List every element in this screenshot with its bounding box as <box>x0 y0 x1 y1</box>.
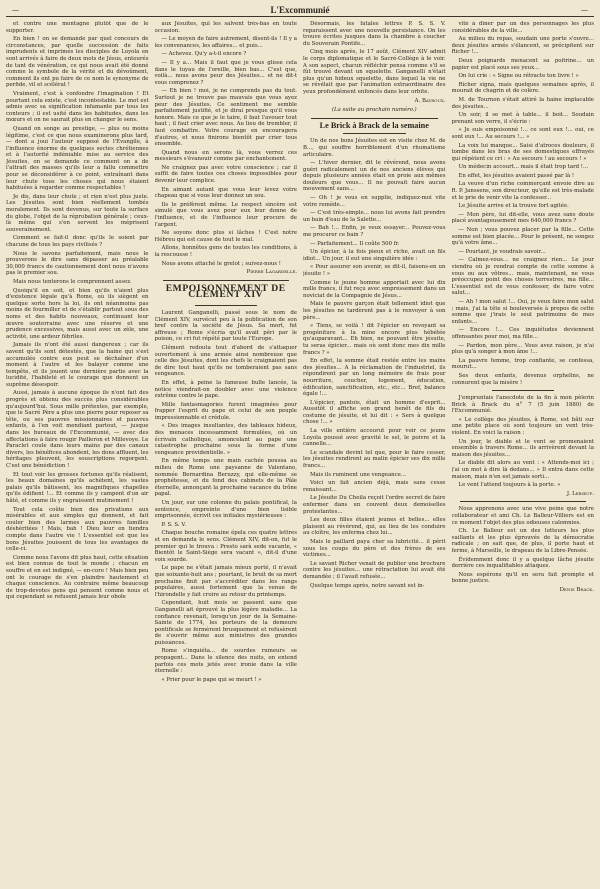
paragraph: Mais ils ruminent une vengeance... <box>310 471 406 478</box>
paragraph: — Il y a... Mais il faut que je vous glisse cela dans le tuyau de l'oreille, bien bas... C'est que, voilà... nous avons peur des Jésuites... et ne dit-t vous comprenez ? <box>154 59 297 86</box>
paragraph: Quelque temps après, notre savant est in- <box>310 582 425 589</box>
paragraph: Désormais, les fatales lettres P. S. S. V. reparaissent avec une nouvelle persistance. On les trouve écrites jusques dans la chambre à coucher du Souverain Pontife... <box>303 21 446 47</box>
paragraph: Le pape ne s'était jamais mieux porté, il n'avait que soixante-huit ans ; pourtant, le bruit de sa mort prochaine finit par s'accréditer dans les rangs populaires, aussi fortement que la venue de l'hirondelle y fait croire au retour du printemps. <box>154 565 297 598</box>
page-header <box>6 4 594 17</box>
paragraph: Nous espérons qu'il en sera fait prompte et bonne justice. <box>451 571 594 585</box>
paragraph: Le diable dit alors au vent : « Attends-moi ici ; j'ai un mot à dire là dedans... » Il entra dans cette maison, mais n'en est jamais sorti... <box>451 460 594 480</box>
paragraph: Et tout voir les grosses fortunes qu'ils réalisent, les beaux domaines qu'ils achètent, les vastes palais qu'ils bâtissent, les magnifiques chapelles qu'ils édifient !... Et comme ils y campent d'un air hâté, et comme ils y engraissent mutinement ! <box>6 471 149 504</box>
paragraph: Allons, honnêtes gens de toutes les conditions, à la rescousse ! <box>154 245 297 258</box>
paragraph: Évidemment donc il y a quelque lâche jésuite derrière ces inqualifiables attaques. <box>451 556 594 570</box>
anecdote-notice <box>452 395 595 489</box>
paragraph: — L'hiver dernier, dit le révérend, nous avons guéri radicalement un de nos anciens élèves qui depuis plusieurs années était en proie aux mêmes douleurs que vous... Il ne pouvait faire aucun mouvement sans... <box>303 160 446 193</box>
paragraph: « Pour assurer son avenir, se dit-il, faisons-en un jésuite ! » <box>303 264 446 277</box>
paragraph: Tout cela coûte bien des privations aux misérables et aux simples qui donnent, et fait couler bien des larmes aux pauvres familles déshéritées ! Mais, bah ! Dieu leur en tiendra compte dans l'autre vie ! L'essentiel est que les bons Jésuites jouissent de tous les avantages de celle-ci. <box>6 506 149 553</box>
paragraph: Un médecin accourt... mais il était trop tard !... <box>458 164 589 171</box>
paragraph: — Parfaitement... Il coûte 500 fr. <box>310 240 400 247</box>
paragraph: Le savant Richer venait de publier une brochure contre les jésuites... une rétractation lui avait été demandée ; il l'avait refusée... <box>303 560 446 580</box>
column-1 <box>6 21 149 887</box>
divider <box>460 501 587 502</box>
paragraph: Voici un fait ancien déjà, mais sans cesse renaissant... <box>303 480 446 493</box>
paragraph: Cependant, huit mois se passent sans que Ganganelli ait éprouvé la plus légère maladie... La confiance revenait, lorsqu'un jour de la Semaine-Sainte de 1774, les porteurs de la demeure pontificale se fermèrent brusquement et refusèrent de s'ouvrir même aux ministres des grandes puissances. <box>154 600 297 646</box>
paragraph: « Tiens, se voilà ! dit l'épicier en revoyant sa progéniture à la mine encore plus hébétée qu'auparavant... Eh bien, ne pouvant être jésuite, tu seras épicier... mais où sont donc mes dix mille francs ? » <box>303 323 446 356</box>
paragraph: Le Jésuite arrive et la trouve fort agitée. <box>458 203 569 210</box>
signature-leboeuf: J. Lebœuf. <box>566 490 594 497</box>
paragraph: La pauvre femme, trop confiante, se confessa, mourut... <box>451 357 594 371</box>
paragraph: En même temps une main cachée poussa au milieu de Rome une paysanne de Valentano, nommée Bernardina Beruzzy, qui elle-même se prophétesse, et du fond des cabinets de la Pâle éternelle, annonçant la prochaine vacance du trône papal. <box>154 458 297 498</box>
paragraph: En aimant autant que vous leur levez votre chapeau que si vous leur donnez un sou. <box>154 186 297 200</box>
paragraph: — Oh ! je vous en supplie, indiquez-moi vite votre remède... <box>303 195 446 208</box>
paragraph: Quoiqu'il en soit, et bien qu'ils n'aient plus d'existence légale qu'à Rome, où ils siègent en quelque sorte hors la loi, ils ont néanmoins pas moins de fourmiller et de s'établir partout sous des noms et des habits nouveaux, continuant leur œuvre souterraine avec une réserve et une prudence excessives, mais aussi avec un zèle, une activité, une ardeur fébriles. <box>6 287 149 340</box>
paragraph: La voix lui manque... Saisi d'atroces douleurs, il tombe dans les bras de ses domestiques effrayés qui répètent ce cri : « Au secours ! au secours ! » <box>451 142 594 162</box>
paragraph: — Bah !... Enfin, je veux essayer... Pouvez-vous me procurer ce bain ? <box>303 225 446 239</box>
paragraph: En effet, les jésuites avaient passé par là ! <box>458 172 575 179</box>
paragraph: Comme le jeune homme apportait avec lui dix mille francs, il fut reçu avec empressement dans un noviciat de la Compagnie de Jésus... <box>303 279 446 299</box>
signature-brack: Denis Brack. <box>559 586 594 593</box>
paragraph: — Non ; vous pouvez placer par la fille... Cette somme est bien placée... Pour le présent, ne songez qu'à votre âme... <box>451 227 594 247</box>
brick-continuation <box>452 21 595 386</box>
paragraph: En effet, la somme était restée entre les mains des jésuites... A la réclamation de l'industriel, ils répondirent par un long mémoire de frais pour nourriture, coucher, logement, éducation, édification, sanctification, etc., etc... Bref, balance égale !... <box>303 358 446 398</box>
paragraph: Un épicier, à la fois pieux et riche, avait un fils idiot... Un jour, il eut une singulière idée : <box>303 249 446 262</box>
paragraph: Nous apprenons avec une vive peine que notre collaborateur et ami Ch. Le Balleur-Villiers est en ce moment l'objet des plus odieuses calomnies. <box>451 506 594 526</box>
section-title-brick: Le Brick à Brack de la semaine <box>319 120 429 130</box>
paragraph: — Mon père, lui dit-elle, vous avez sans doute placé avantageusement mes 640,000 francs ? <box>451 211 594 225</box>
paragraph: Quand nous en serons là, vous verrez ces messieurs s'évanouir comme par enchantement. <box>154 149 297 163</box>
paragraph: Chaque bouche romaine épela ces quatre lettres et en demanda le sens. Clément XIV, dit-on, fut le premier qui le trouva : Presto sarà sede vacante, « Bientôt le Saint-Siège sera vacant », dit-il d'une voix sourde. <box>154 530 297 563</box>
paragraph: « Le collège des jésuites, à Rome, est bâti sur une petite place où sont toujours un vent très-violent. En voici la raison : <box>451 416 594 437</box>
column-3 <box>303 21 446 887</box>
paragraph: — Pourtant, je voudrais savoir... <box>458 248 546 255</box>
article-continuation <box>155 21 298 267</box>
divider <box>311 118 438 119</box>
header-left-mark: — <box>12 6 19 14</box>
paragraph: — Eh bien ! moi, je ne comprends pas du tout. Surtout je ne trouve pas mauvais que vous ayez peur des Jésuites. Ce sentiment me semble parfaitement justifié, et je dirai presque qu'il vous honore. Mais ce que je le taire, il faut l'avouer tout haut ; il faut crier avec nous. Au lieu de trembler, il faut combattre. Votre courage en encouragera d'autres, et nous finirons bientôt par crier tous ensemble. <box>154 88 297 148</box>
paragraph: Nous le savons parfaitement, mais nous le prouverons le dire sans dépasser au préalable 30,000 francs de cautionnement dont nous n'avons pas le premier sou. <box>6 250 149 277</box>
paragraph: Deux poignards menacent sa poitrine... un papier est placé sous ses yeux... <box>451 57 594 71</box>
paragraph: Cinq mois après, le 17 août, Clément XIV admit le corps diplomatique et le Sacré-Collège à le voir. A son aspect, chacun réfléchir pensa comme s'il se fût trouvé devant un squelette. Ganganelli n'était plus qu'un hideux squelette, dans lequel la vie ne se révélait que par l'animation extraordinaire des yeux profondément enfoncés dans leur orbite. <box>303 49 446 95</box>
paragraph: Un de nos bons Jésuites est en visite chez M. de B..., qui souffre horriblement d'un rhumatisme articulaire. <box>303 138 446 158</box>
paragraph: — Achevez. Qu'y a-t-il encore ? <box>161 51 247 58</box>
paragraph: L'épicier, pantois, était un homme d'esprit... Aussitôt il affiche son grand benêt de fils du costume de jésuite, et lui dit : « Sers à quelque chose !... » <box>303 399 446 426</box>
paragraph: « Prier pour le pape qui se meurt ! » <box>161 676 262 683</box>
paragraph: Richer signa, mais quelques semaines après, il mourait de chagrin et de colère. <box>451 81 594 95</box>
paragraph: La ville entière accourut pour voir ce jeune Loyola poussé avec gravité le sel, le poivre et la cannelle... <box>303 428 446 448</box>
notice-balleur <box>452 506 595 585</box>
paragraph: — Le moyen de faire autrement, disent-ils ! Il y a les convenances, les affaires... et puis... <box>154 36 297 49</box>
paragraph: En effet, à peine la fameuse bulle lancée, la notice viendrait-on doubler avec une violence extrême contre le pape. <box>154 379 297 400</box>
divider <box>343 133 406 134</box>
paragraph: En bien ! on se demande par quel concours de circonstances, par quelle succession de faits imprudents et imprimés les disciples de Loyola en sont arrivés à faire de deux mots de Jésus, entourés de tant de vénération, ce qui nous avait été donné comme le symbole de la vérité et du dévoûment, comment ils ont pu faire de ce nom le synonyme de perfide, vil et scélérat ! <box>6 36 149 89</box>
paragraph: — Pardon, mon père... Vous avez raison, je n'ai plus qu'à songer à mon âme !... <box>451 342 594 356</box>
paragraph: Un jour, le diable et le vent se promenaient ensemble à travers Rome... ils arrivèrent devant la maison des jésuites... <box>451 438 594 458</box>
section-body-brick <box>303 138 446 589</box>
paragraph: Aussi, jamais à aucune époque ils n'ont fait des progrès et obtenu des succès plus considérables qu'aujourd'hui. Sous mille prétextes, par exemple, que le Sacré Père a plus une pierre pour reposer sa tête, ou ses pauvres missionnaires et pauvres enfants, à l'en voit mendiant partout, — jusque dans les bureaux de l'Excommunié, — avec des affectations à faire rougir Pailleron et Millevoye. Le Paraclet coule dans leurs mains par des canaux divers, les bénéfices abondent, les dons affluent, les héritages pleuvent, les souscriptions regorgent. C'est une bénédiction ! <box>6 390 149 469</box>
paragraph: Quand on songe au prestige, — plus ou moins légitime, c'est ce que nous examinerons plus tard, — dont a joui l'auteur supposé de l'Évangile, à l'influence énorme de quelques sectes chrétiennes et à l'autorité indéniable mise au service des Jésuites, on se demande ce comment on a de l'attrait des masses qu'ils leur a fallu commettre pour se déconsidérer à ce point, entraînant dans leur chute tous les choses qui nous étaient habituées à regarder comme respectables ! <box>6 125 149 192</box>
paragraph: vité à dîner par un des personnages les plus considérables de la ville... <box>451 21 594 34</box>
column-2 <box>155 21 298 887</box>
paragraph: Laurent Ganganelli, passé sous le nom de Clément XIV, survécut peu à la publication de son bref contre la société de Jésus. Sa mort, fut affreuse ; Rome s'écria qu'il avait péri par le poison, ce cri fut répété par toute l'Europe. <box>154 309 297 343</box>
paragraph: Nous avons attaché le grelot ; suivez-nous ! <box>161 260 281 267</box>
paragraph: Mais nous tenterons le comprennent assez. <box>13 278 132 285</box>
paragraph: — Encore !... Ces inquiétudes deviennent offensantes pour moi, ma fille... <box>451 327 594 340</box>
paragraph: Au milieu du repas, soudain une porte s'ouvre... deux jésuites armés s'élancent, se précipitent sur Richer !... <box>451 36 594 56</box>
paragraph: — Calmez-vous... ne craignez rien... Le jour viendra où je rendrai compte de cette somme à vous ou aux vôtres... mais, maintenant, ne vous préoccupez point des choses terrestres, ma fille... L'essentiel est de vous confesser, de faire votre salut... <box>451 257 594 297</box>
paragraph: Les deux filles étaient jeunes et belles... elles plaisent au révérend, qui, au lieu de les conduire au cloître, les enferma chez lui... <box>303 517 446 537</box>
signature-lagardelle: Pierre Lagardelle. <box>246 269 297 276</box>
paragraph: J'empruntais l'anecdote de la fin à mon pèlerin Brick à Brack du n° 7 (5 juin 1880) de l'Excommunié. <box>451 395 594 415</box>
paragraph: Ch. Le Balleur est un des lutteurs les plus vaillants et les plus éprouvés de la démocratie radicale ; on sait que, de plus, il porte haut et ferme, à Marseille, le drapeau de la Libre-Pensée. <box>451 528 594 554</box>
paragraph: Comme nous l'avons dit plus haut, cette situation est bien connue de tout le monde ; chacun en souffre et en est indigné, — en-core ! Mais bien peu ont le courage de s'en plaindre hautement et chaque conscience. Au contraire même beaucoup de trop-devotes gens qui pensent comme nous et qui cependant se refusent jamais leur obole <box>6 554 149 601</box>
paragraph: Mille fantasmagories furent imaginées pour frapper l'esprit du pape et celui de son peuple impressionnable et crédule. <box>154 401 297 421</box>
paragraph: Jamais ils n'ont été aussi dangereux ; car ils savent qu'ils sont détestés, que la haine qui s'est accumulée contre eux peut se déchaîner d'un moment à l'autre et les balayer comme une tempête, et ils jouent une dernière partie avec la lucidité, l'habileté et le courage que donnent un suprême désespoir. <box>6 342 149 388</box>
article-continuation <box>303 21 446 96</box>
paragraph: Clément redouta tout d'abord de s'attaquer ouvertement à une armée ainsi nombreuse que celle des Jésuites, dont les chefs le craignaient pas de dire tout haut qu'ils ne tomberaient pas sans vengeance. <box>154 344 297 378</box>
paragraph: Ne soyons donc plus si lâches ! C'est notre Hébreu qui est cause de tout le mal. <box>154 230 297 243</box>
paragraph: « Des images insultantes, des tableaux hideux, des menaces incessamment formulées, où un écrivain catholique, amoncelant au pape une catastrophe prochaine sous la forme d'une vengeance providentielle. » <box>154 423 297 456</box>
paragraph: Comment se fait-il donc qu'ils le soient par chacune de tous les pays civilisés ? <box>6 235 149 248</box>
paragraph: P. S. S. V. <box>161 521 186 528</box>
paragraph: Mais le pauvre garçon était tellement idiot que les jésuites ne tardèrent pas à le renvoyer à son père... <box>303 301 446 321</box>
paragraph: « Je suis empoisonné !... ce sont eux !... oui, ce sont eux !... Au secours !... » <box>451 127 594 140</box>
divider <box>492 390 555 391</box>
paragraph: Ne craignez pas avec votre conscience ; car il suffit de faire toutes ces choses impossibles pour devenir leur complice. <box>154 164 297 185</box>
paragraph: — C'est très-simple... nous lui avons fait prendre un bain d'eau de la Salette... <box>303 210 446 223</box>
paragraph: — Ah ! mon salut !... Oui, je veux faire mon salut ; mais, j'ai la tête si bouleversée à propos de cette somme que j'irais le seul patrimoine de mes enfants... <box>451 298 594 325</box>
paragraph: Le vent l'attend toujours à la porte. » <box>458 482 561 489</box>
paragraph: Un jour, sur une colonne du palais pontifical, la sentence, empreinte d'une bien lisible emprisonnée, écrivit ces initiales mystérieuses : <box>154 500 297 520</box>
paragraph: Vraiment, c'est à confondre l'imagination ! Et pourtant cela existe, c'est incontestable. Le mot est admis avec sa signification infamante par tous les conteurs ; il est usité dans les habitudes, dans les mœurs et on ne saurait plus en changer le sens. <box>6 90 149 124</box>
paragraph: La veuve d'un riche commerçant envoie dire au R. P. Janssens, son directeur, qu'elle est très-malade et le prie de venir vite la confesser... <box>451 181 594 201</box>
paragraph: On lui crie : « Signe ou rétracte ton livre ! » <box>458 73 579 80</box>
signature-bayroux: A. Bayroux. <box>414 97 446 104</box>
paragraph: Ils le préfèrent même. Le respect sincère est simulé que vous avez pour eux leur donne de l'influence, et de l'influence leur procure de l'argent. <box>154 201 297 228</box>
columns <box>6 21 594 887</box>
paragraph: Le Jésuite Du Cheila reçoit l'ordre secret de faire enfermer dans un couvent deux demoiselles protestantes... <box>303 495 446 515</box>
paragraph: et contre une montagne plutôt que de le supporter. <box>6 21 149 34</box>
paragraph: Rome s'inquiéta... de sourdes rumeurs se propagent... Dans le silence des nuits, on entend parfois ces mots jetés avec ironie dans la ville éternelle : <box>154 648 297 675</box>
paragraph: Ses deux enfants, devenus orphelins, ne connurent que la misère ! <box>451 372 594 386</box>
paragraph: Mais le paillard paya cher sa lubricité... il périt sous les coups du père et des frères de ses victimes... <box>303 538 446 559</box>
divider <box>195 305 258 306</box>
to-follow-note: (La suite au prochain numéro.) <box>331 107 417 114</box>
article-title-clement: EMPOISONNEMENT DE CLÉMENT XIV <box>165 282 286 301</box>
paragraph: Le scandale devint tel que, pour le faire cesser, les jésuites rendirent au malin épicier ses dix mille francs... <box>303 449 446 470</box>
paragraph: Je dis, dans leur chute ; et rien n'est plus juste. Les Jésuites sont bien réellement tombés moralement. Ils sont devenus, sur toute la surface du globe, l'objet de la réprobation générale ; ceux-là même qui s'en servent les méprisent souverainement. <box>6 193 149 233</box>
masthead-title: L'Excommunié <box>270 5 330 15</box>
article-body-clement <box>155 310 298 683</box>
paragraph: M. de Tournon s'était attiré la haine implacable des jésuites... <box>451 96 594 110</box>
paragraph: aux Jésuites, qui les salvent très-bas en toute occasion. <box>154 21 297 34</box>
divider <box>163 280 290 281</box>
paragraph: Un soir, il se met à table... il boit... Soudain prenant son verre, il s'écrie : <box>451 112 594 125</box>
column-4 <box>452 21 595 887</box>
header-right-mark: — <box>580 6 588 14</box>
